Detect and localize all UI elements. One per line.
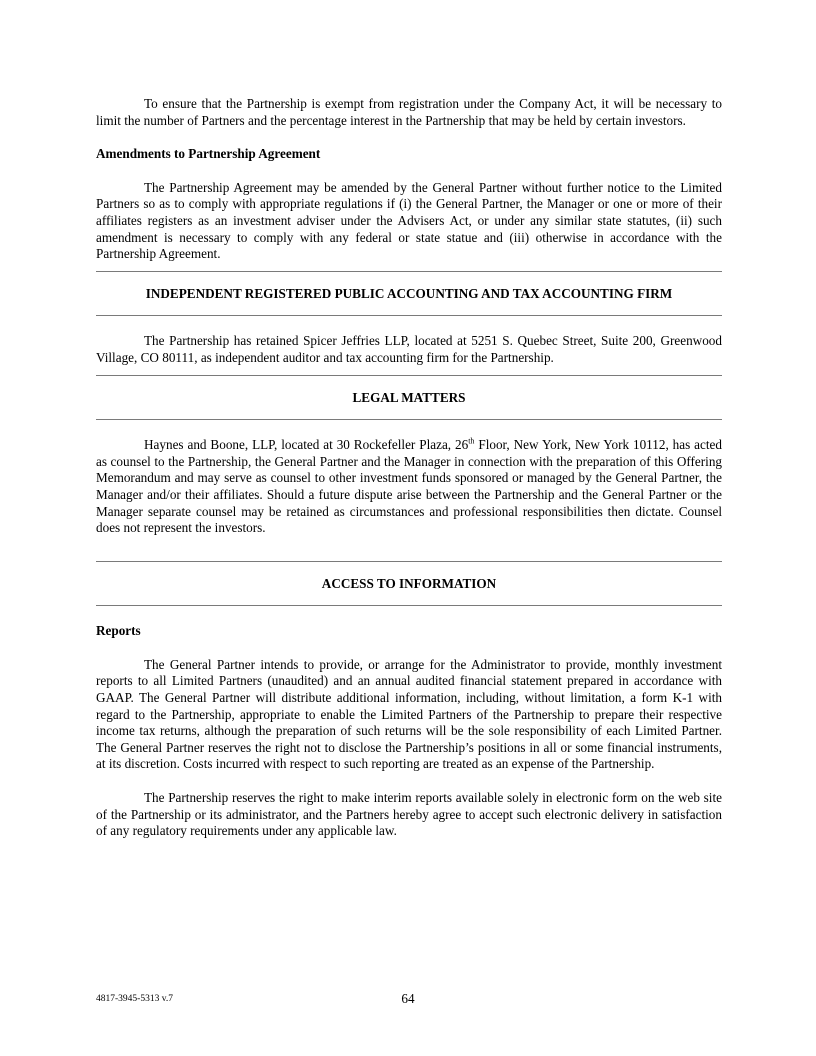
- amendments-paragraph: The Partnership Agreement may be amended by the General Partner without further notice to the Limited Partners so as to comply with appropriate regulations if (i) the General Partner, the Manager or one or more of their affiliates registers as an investment adviser under the Advisers Act, or under any similar state statutes, (ii) such amendment is necessary to comply with any federal or state statue and (iii) otherwise in accordance with the Partnership Agreement.: [96, 179, 722, 262]
- floor-ordinal-suffix: th: [468, 436, 475, 446]
- electronic-reports-paragraph: The Partnership reserves the right to make interim reports available solely in electronic form on the web site of the Partnership or its administrator, and the Partners hereby agree to accept such electronic delivery in satisfaction of any regulatory requirements under any applicable law.: [96, 790, 722, 839]
- reports-paragraph: The General Partner intends to provide, or arrange for the Administrator to provide, monthly investment reports to all Limited Partners (unaudited) and an annual audited financial statement prepared in accordance with GAAP. The General Partner will distribute additional information, including, without limitation, a form K-1 with regard to the Partnership, appropriate to enable the Limited Partners of the Partnership to prepare their respective income tax returns, although the preparation of such returns will be the sole responsibility of each Limited Partner. The General Partner reserves the right not to disclose the Partnership’s positions in all or some financial instruments, at its discretion. Costs incurred with respect to such reporting are treated as an expense of the Partnership.: [96, 656, 722, 772]
- reports-heading: Reports: [96, 623, 141, 639]
- information-section-title: ACCESS TO INFORMATION: [96, 561, 722, 607]
- document-code: 4817-3945-5313 v.7: [96, 994, 173, 1004]
- amendments-heading: Amendments to Partnership Agreement: [96, 146, 321, 162]
- company-act-paragraph: To ensure that the Partnership is exempt from registration under the Company Act, it will be necessary to limit the number of Partners and the percentage interest in the Partnership that may be held by certain investors.: [96, 96, 722, 128]
- legal-text-start: Haynes and Boone, LLP, located at 30 Rockefeller Plaza, 26: [144, 437, 469, 453]
- page-number: 64: [401, 991, 415, 1006]
- legal-paragraph: [96, 437, 722, 537]
- accounting-paragraph: The Partnership has retained Spicer Jeffries LLP, located at 5251 S. Quebec Street, Suite 200, Greenwood Village, CO 80111, as independent auditor and tax accounting firm for the Partnership.: [96, 333, 722, 365]
- legal-section-title: LEGAL MATTERS: [96, 375, 722, 421]
- accounting-section-title: INDEPENDENT REGISTERED PUBLIC ACCOUNTING AND TAX ACCOUNTING FIRM: [96, 271, 722, 317]
- document-page: [96, 96, 722, 840]
- legal-text-end: Floor, New York, New York 10112, has acted as counsel to the Partnership, the General Partner and the Manager in connection with the preparation of this Offering Memorandum and may serve as counsel to other investment funds sponsored or managed by the General Partner, the Manager and/or their affiliates. Should a future dispute arise between the Partnership and the General Partner or the Manager separate counsel may be retained as circumstances and professional responsibilities then dictate. Counsel does not represent the investors.: [96, 437, 722, 536]
